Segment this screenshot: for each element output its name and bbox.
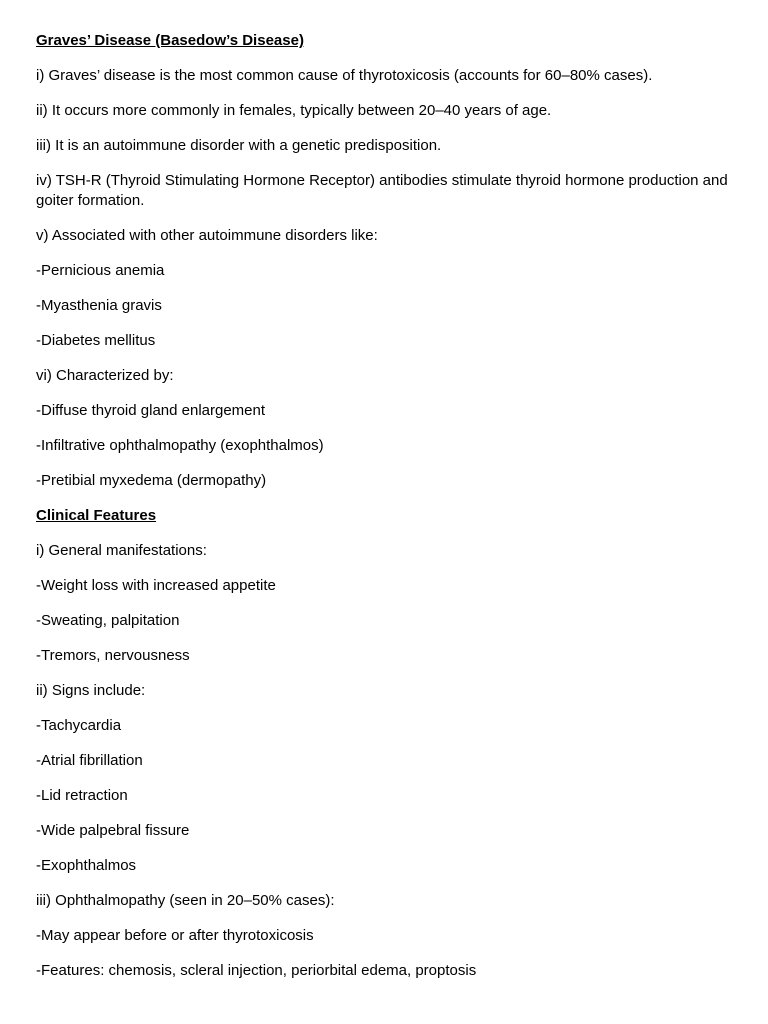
list-item: -May appear before or after thyrotoxicosis — [36, 927, 314, 944]
list-item: vi) Characterized by: — [36, 367, 174, 384]
list-item: -Diabetes mellitus — [36, 332, 156, 349]
document-page — [36, 31, 736, 996]
list-item: -Wide palpebral fissure — [36, 822, 190, 839]
list-item: -Tremors, nervousness — [36, 647, 190, 664]
list-item: iii) It is an autoimmune disorder with a genetic predisposition. — [36, 137, 442, 154]
list-item: i) General manifestations: — [36, 542, 207, 559]
section-heading-graves-disease: Graves’ Disease (Basedow’s Disease) — [36, 32, 304, 49]
list-item: iv) TSH-R (Thyroid Stimulating Hormone Receptor) antibodies stimulate thyroid hormone production and goiter formation. — [36, 172, 728, 209]
list-item: -Tachycardia — [36, 717, 122, 734]
list-item: -Lid retraction — [36, 787, 128, 804]
list-item: -Myasthenia gravis — [36, 297, 162, 314]
list-item: -Sweating, palpitation — [36, 612, 180, 629]
section-heading-clinical-features: Clinical Features — [36, 507, 157, 524]
list-item: -Exophthalmos — [36, 857, 137, 874]
list-item: -Diffuse thyroid gland enlargement — [36, 402, 266, 419]
list-item: ii) It occurs more commonly in females, typically between 20–40 years of age. — [36, 102, 552, 119]
list-item: ii) Signs include: — [36, 682, 146, 699]
list-item: v) Associated with other autoimmune disorders like: — [36, 227, 378, 244]
list-item: iii) Ophthalmopathy (seen in 20–50% cases): — [36, 892, 335, 909]
list-item: -Pretibial myxedema (dermopathy) — [36, 472, 267, 489]
list-item: i) Graves’ disease is the most common cause of thyrotoxicosis (accounts for 60–80% cases). — [36, 67, 653, 84]
list-item: -Atrial fibrillation — [36, 752, 143, 769]
list-item: -Infiltrative ophthalmopathy (exophthalmos) — [36, 437, 324, 454]
list-item: -Weight loss with increased appetite — [36, 577, 276, 594]
list-item: -Pernicious anemia — [36, 262, 165, 279]
list-item: -Features: chemosis, scleral injection, periorbital edema, proptosis — [36, 962, 477, 979]
